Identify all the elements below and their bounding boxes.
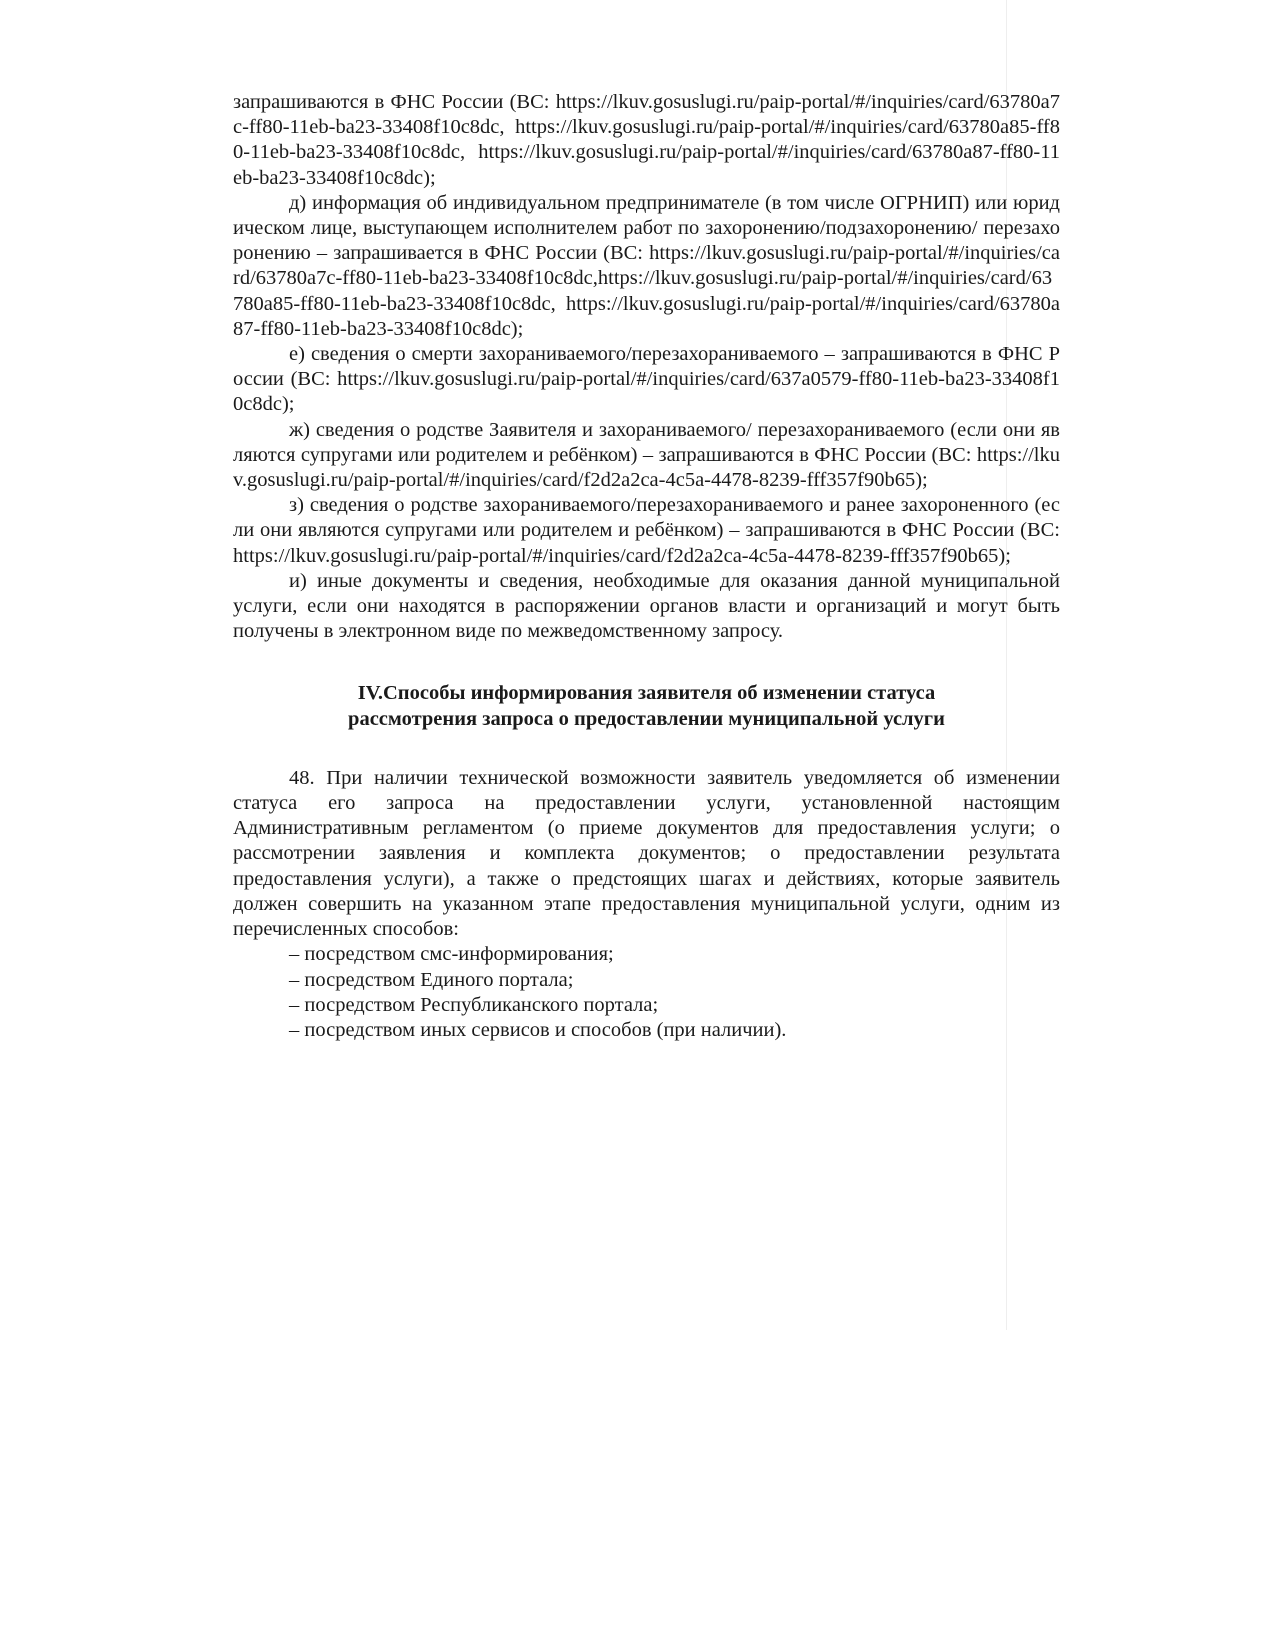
list-item: – посредством иных сервисов и способов (при наличии). <box>289 1018 787 1041</box>
paragraph-item-e: е) сведения о смерти захораниваемого/перезахораниваемого – запрашиваются в ФНС России (ВС: https://lkuv.gosuslugi.ru/paip-portal/#/inquiries/card/637a0579-ff80-11eb-ba23-33408f10c8dc); <box>233 343 1060 416</box>
notification-methods-list <box>233 942 1060 1043</box>
section-heading-line-2: рассмотрения запроса о предоставлении муниципальной услуги <box>348 707 945 730</box>
section-heading-line-1: IV.Способы информирования заявителя об изменении статуса <box>357 682 936 705</box>
paragraph-item-i: и) иные документы и сведения, необходимые для оказания данной муниципальной услуги, если они находятся в распоряжении органов власти и организаций и могут быть получены в электронном виде по межведомственному запросу. <box>233 569 1060 643</box>
paragraph-48: 48. При наличии технической возможности заявитель уведомляется об изменении статуса его запроса на предоставлении услуги, установленной настоящим Административным регламентом (о приеме документов для предоставления услуги; о рассмотрении заявления и комплекта документов; о предоставлении результата предоставления услуги), а также о предстоящих шагах и действиях, которые заявитель должен совершить на указанном этапе предоставления муниципальной услуги, одним из перечисленных способов: <box>233 766 1060 941</box>
paragraph-continuation: запрашиваются в ФНС России (ВС: https://lkuv.gosuslugi.ru/paip-portal/#/inquiries/card/63780a7c-ff80-11eb-ba23-33408f10c8dc, https://lkuv.gosuslugi.ru/paip-portal/#/inquiries/card/63780a85-ff80-11eb-ba23-33408f10c8dc, https://lkuv.gosuslugi.ru/paip-portal/#/inquiries/card/63780a87-ff80-11eb-ba23-33408f10c8dc); <box>233 91 1060 189</box>
document-body <box>233 90 1060 1043</box>
list-item: – посредством Единого портала; <box>289 968 574 991</box>
paragraph-item-zh: ж) сведения о родстве Заявителя и захораниваемого/ перезахораниваемого (если они являются супругами или родителем и ребёнком) – запрашиваются в ФНС России (ВС: https://lkuv.gosuslugi.ru/paip-portal/#/inquiries/card/f2d2a2ca-4c5a-4478-8239-fff357f90b65); <box>233 418 1060 492</box>
list-item: – посредством Республиканского портала; <box>289 993 659 1016</box>
list-item: – посредством смс-информирования; <box>289 943 614 966</box>
section-heading <box>233 681 1060 731</box>
paragraph-item-z: з) сведения о родстве захораниваемого/перезахораниваемого и ранее захороненного (если они являются супругами или родителем и ребёнком) – запрашиваются в ФНС России (ВС: https://lkuv.gosuslugi.ru/paip-portal/#/inquiries/card/f2d2a2ca-4c5a-4478-8239-fff357f90b65); <box>233 494 1060 567</box>
paragraph-item-d: д) информация об индивидуальном предпринимателе (в том числе ОГРНИП) или юридическом лице, выступающем исполнителем работ по захоронению/подзахоронению/ перезахоронению – запрашивается в ФНС России (ВС: https://lkuv.gosuslugi.ru/paip-portal/#/inquiries/card/63780a7c-ff80-11eb-ba23-33408f10c8dc,https://lkuv.gosuslugi.ru/paip-portal/#/inquiries/card/63780a85-ff80-11eb-ba23-33408f10c8dc, https://lkuv.gosuslugi.ru/paip-portal/#/inquiries/card/63780a87-ff80-11eb-ba23-33408f10c8dc); <box>233 191 1060 340</box>
